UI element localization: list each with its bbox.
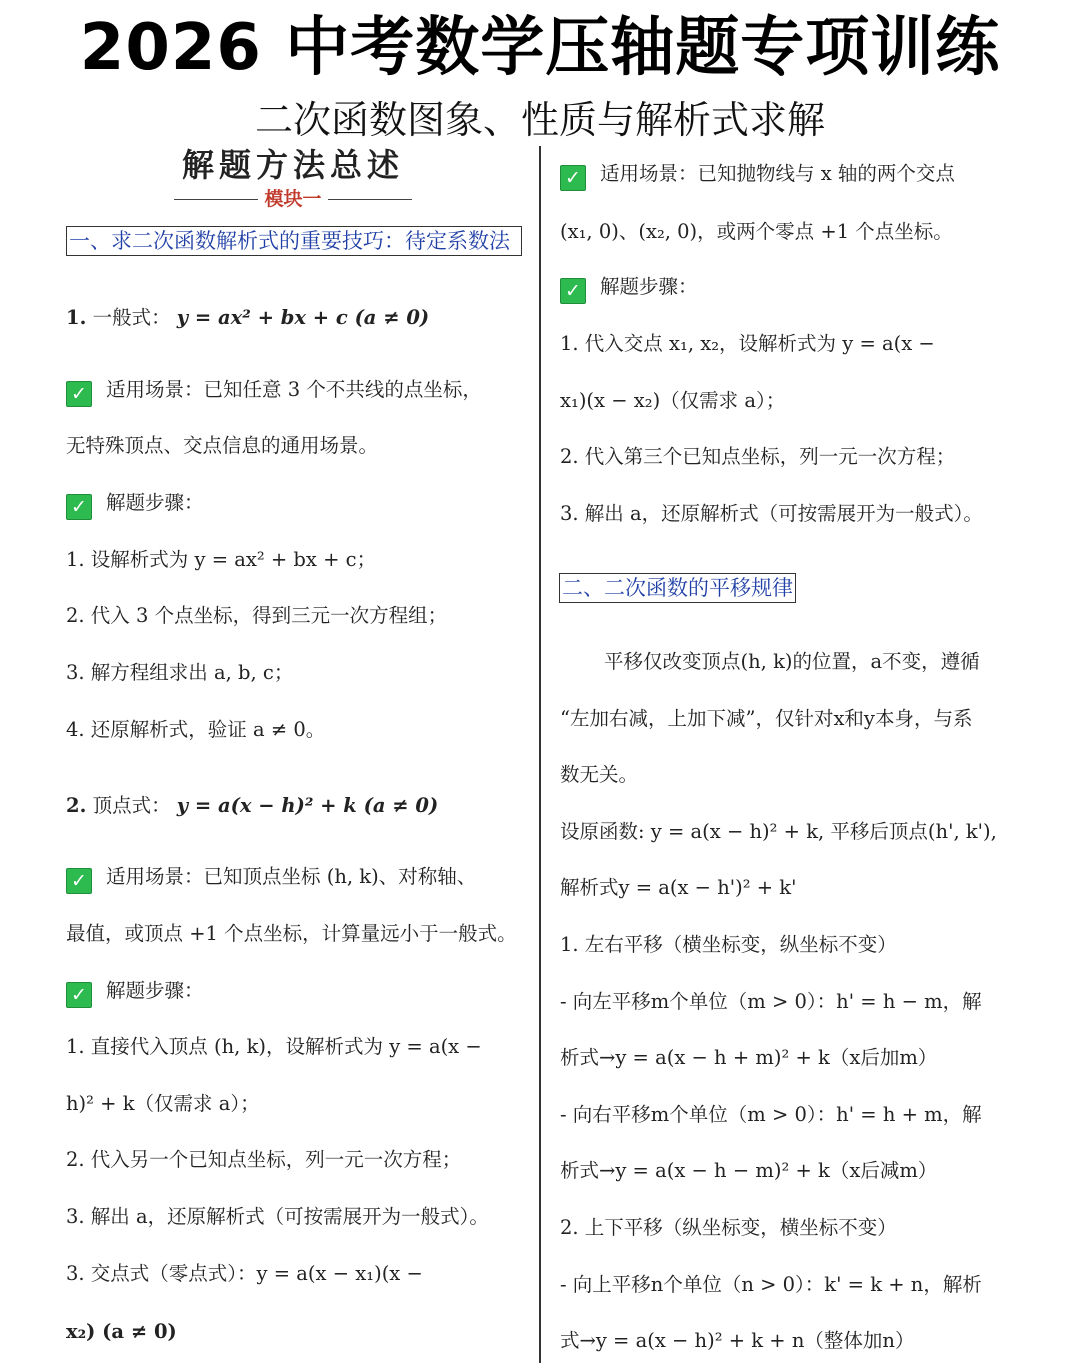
vertex-step-1-cont: h)² + k（仅需求 a）；: [66, 1092, 260, 1115]
shift-para-3: 数无关。: [560, 763, 639, 786]
method-heading: [66, 144, 520, 212]
sub-title: 二次函数图象、性质与解析式求解: [254, 98, 825, 142]
module-rule-right: [328, 199, 412, 200]
check-box-icon: ✓: [560, 165, 586, 191]
intercept-step-2: 2. 代入第三个已知点坐标，列一元一次方程；: [560, 445, 956, 468]
intercept-scene-line: [560, 160, 955, 191]
shift-up-2: 式→y = a(x − h)² + k + n（整体加n）: [560, 1329, 915, 1352]
vertex-step-3: 3. 解出 a，还原解析式（可按需展开为一般式）。: [66, 1205, 489, 1228]
intercept-steps-label: 解题步骤：: [600, 275, 698, 298]
intercept-steps-line: [560, 273, 698, 304]
vertex-form-line: [66, 792, 438, 820]
check-box-icon: ✓: [560, 278, 586, 304]
vertex-form-formula: y = a(x − h)² + k (a ≠ 0): [176, 794, 439, 817]
vertex-step-2: 2. 代入另一个已知点坐标，列一元一次方程；: [66, 1148, 462, 1171]
module-label: 模块一: [264, 188, 322, 210]
main-title: 2026 中考数学压轴题专项训练: [79, 11, 1001, 85]
intercept-scene-label: 适用场景：: [600, 162, 698, 185]
vertex-steps-label: 解题步骤：: [106, 979, 204, 1002]
general-form-num: 1.: [66, 306, 87, 329]
general-step-1: 1. 设解析式为 y = ax² + bx + c；: [66, 548, 377, 571]
vertex-scene-text2: 最值，或顶点 +1 个点坐标，计算量远小于一般式。: [66, 922, 517, 945]
check-box-icon: ✓: [66, 494, 92, 520]
general-scene-label: 适用场景：: [106, 378, 204, 401]
intercept-step-1: 1. 代入交点 x₁, x₂，设解析式为 y = a(x −: [560, 332, 935, 355]
module-rule-left: [174, 199, 258, 200]
shift-right-1: - 向右平移m个单位（m > 0）：h' = h + m，解: [560, 1103, 982, 1126]
check-box-icon: ✓: [66, 868, 92, 894]
shift-para-5: 解析式y = a(x − h')² + k': [560, 876, 797, 899]
general-step-4: 4. 还原解析式，验证 a ≠ 0。: [66, 718, 326, 741]
vertex-scene-text: 已知顶点坐标 (h, k)、对称轴、: [203, 865, 477, 888]
vertex-form-name: 顶点式：: [92, 794, 171, 817]
intercept-step-1-cont: x₁)(x − x₂)（仅需求 a）；: [560, 389, 786, 412]
general-scene-text2: 无特殊顶点、交点信息的通用场景。: [66, 434, 379, 457]
vertex-step-1: 1. 直接代入顶点 (h, k)，设解析式为 y = a(x −: [66, 1035, 482, 1058]
general-form-formula: y = ax² + bx + c (a ≠ 0): [176, 306, 430, 329]
vertex-scene-line: [66, 863, 476, 894]
shift-ud-title: 2. 上下平移（纵坐标变，横坐标不变）: [560, 1216, 897, 1239]
general-steps-line: [66, 489, 204, 520]
general-step-3: 3. 解方程组求出 a, b, c；: [66, 661, 294, 684]
method-title: 解题方法总述: [181, 146, 404, 184]
module-row: [66, 186, 520, 212]
shift-para-2: “左加右减，上加下减”，仅针对x和y本身，与系: [560, 707, 973, 730]
check-box-icon: ✓: [66, 982, 92, 1008]
column-divider: [539, 146, 541, 1363]
intercept-scene-text: 已知抛物线与 x 轴的两个交点: [697, 162, 955, 185]
vertex-scene-label: 适用场景：: [106, 865, 204, 888]
general-scene-text: 已知任意 3 个不共线的点坐标，: [203, 378, 482, 401]
general-step-2: 2. 代入 3 个点坐标，得到三元一次方程组；: [66, 604, 448, 627]
shift-left-1: - 向左平移m个单位（m > 0）：h' = h − m，解: [560, 990, 982, 1013]
vertex-form-num: 2.: [66, 794, 87, 817]
shift-right-2: 析式→y = a(x − h − m)² + k（x后减m）: [560, 1159, 938, 1182]
general-steps-label: 解题步骤：: [106, 491, 204, 514]
intercept-form-line1: 3. 交点式（零点式）：y = a(x − x₁)(x −: [66, 1262, 423, 1285]
shift-para-1: 平移仅改变顶点(h, k)的位置，a不变，遵循: [604, 650, 980, 673]
shift-lr-title: 1. 左右平移（横坐标变，纵坐标不变）: [560, 933, 897, 956]
intercept-step-3: 3. 解出 a，还原解析式（可按需展开为一般式）。: [560, 502, 983, 525]
section-heading-2: 二、二次函数的平移规律: [559, 573, 796, 603]
shift-para-4: 设原函数: y = a(x − h)² + k, 平移后顶点(h', k'),: [560, 820, 997, 843]
check-box-icon: ✓: [66, 381, 92, 407]
shift-left-2: 析式→y = a(x − h + m)² + k（x后加m）: [560, 1046, 938, 1069]
general-form-line: [66, 304, 429, 332]
general-scene-line: [66, 376, 482, 407]
shift-up-1: - 向上平移n个单位（n > 0）：k' = k + n，解析: [560, 1273, 982, 1296]
intercept-form-line2: x₂) (a ≠ 0): [66, 1320, 177, 1343]
section-heading-1: 一、求二次函数解析式的重要技巧：待定系数法: [66, 226, 522, 256]
general-form-name: 一般式：: [92, 306, 171, 329]
vertex-steps-line: [66, 977, 204, 1008]
intercept-scene-text2: (x₁, 0)、(x₂, 0)，或两个零点 +1 个点坐标。: [560, 220, 953, 243]
